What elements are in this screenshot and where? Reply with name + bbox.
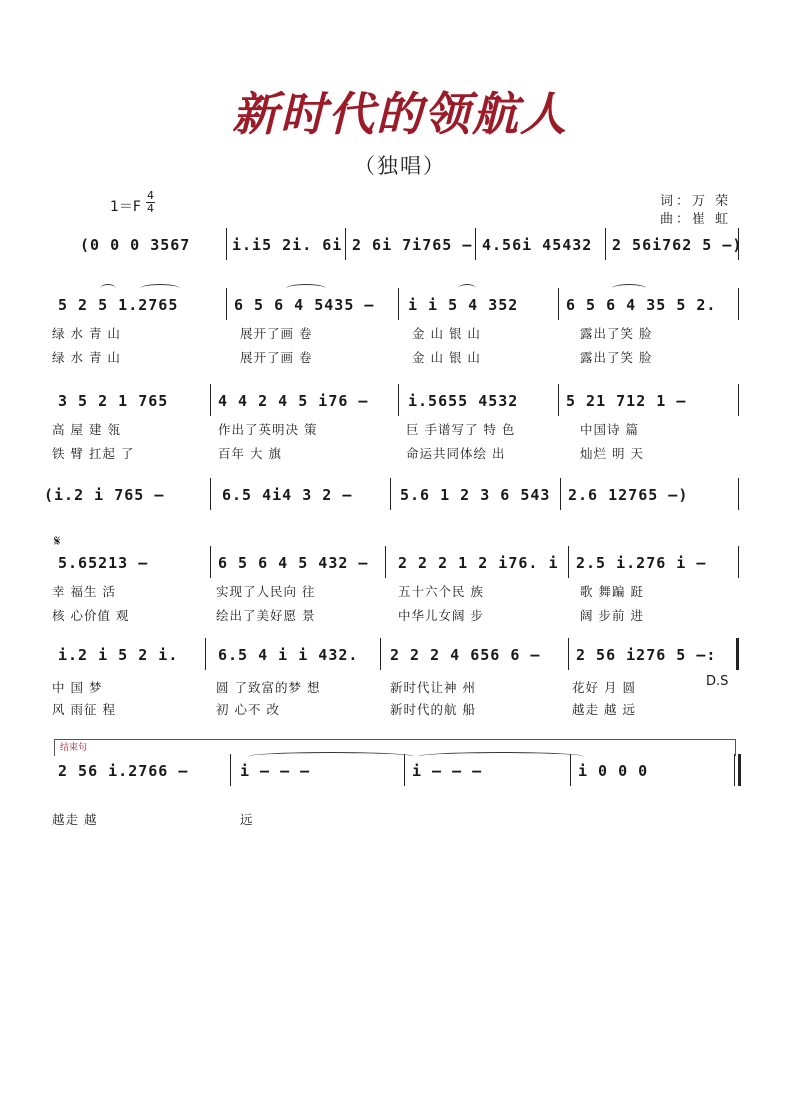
barline — [558, 288, 559, 320]
measure: 2 2 2 1 2 i76. i — [398, 554, 559, 572]
barline — [560, 478, 561, 510]
measure: (0 0 0 3567 — [80, 236, 191, 254]
barline — [210, 546, 211, 578]
barline — [738, 478, 739, 510]
barline — [568, 638, 569, 670]
measure: i.i5 2i. 6i — [232, 236, 343, 254]
measure: 6 5 6 4 35 5 2. — [566, 296, 717, 314]
lyric-phrase: 圆 了致富的梦 想 — [216, 680, 321, 695]
lyric-phrase: 中华儿女阔 步 — [398, 608, 484, 623]
measure: 6.5 4 i i 432. — [218, 646, 359, 664]
lyric-phrase: 花好 月 圆 — [572, 680, 636, 695]
measure: 2.5 i.276 i – — [576, 554, 707, 572]
notation-row-7 — [50, 758, 740, 784]
measure: 5.6 1 2 3 6 543 — [400, 486, 551, 504]
measure: 2.6 12765 –) — [568, 486, 689, 504]
final-barline — [738, 754, 741, 786]
ending-label: 结束句 — [60, 743, 88, 753]
lyric-phrase: 幸 福生 活 — [52, 584, 116, 599]
lyric-phrase: 百年 大 旗 — [218, 446, 282, 461]
slur-mark — [286, 284, 326, 293]
slur-mark — [612, 284, 646, 293]
lyric-phrase: 中 国 梦 — [52, 680, 103, 695]
measure: 6 5 6 4 5 432 – — [218, 554, 369, 572]
slur-mark — [100, 284, 116, 293]
measure: 2 56 i276 5 –: — [576, 646, 717, 664]
barline — [475, 228, 476, 260]
lyricist-credit: 词：万 荣 — [660, 194, 732, 209]
barline — [210, 478, 211, 510]
slur-mark — [458, 284, 476, 293]
lyric-phrase: 核 心价值 观 — [52, 608, 130, 623]
lyric-phrase: 风 雨征 程 — [52, 702, 116, 717]
barline — [398, 288, 399, 320]
barline — [738, 288, 739, 320]
barline — [345, 228, 346, 260]
lyric-phrase: 五十六个民 族 — [398, 584, 484, 599]
lyric-phrase: 高 屋 建 瓴 — [52, 422, 121, 437]
dal-segno-mark: D.S — [706, 674, 729, 689]
lyric-phrase: 绿 水 青 山 — [52, 350, 121, 365]
barline — [380, 638, 381, 670]
lyric-phrase: 新时代让神 州 — [390, 680, 476, 695]
barline — [385, 546, 386, 578]
slur-mark — [418, 752, 584, 761]
lyric-phrase: 远 — [240, 812, 254, 827]
notation-row-6 — [50, 642, 740, 668]
lyric-phrase: 展开了画 卷 — [240, 350, 313, 365]
measure: 4.56i 45432 — [482, 236, 593, 254]
barline — [738, 546, 739, 578]
measure: 2 6i 7i765 – — [352, 236, 473, 254]
notation-row-5 — [50, 550, 740, 576]
lyric-phrase: 金 山 银 山 — [412, 350, 481, 365]
lyric-phrase: 巨 手谱写了 特 色 — [406, 422, 516, 437]
measure: i.2 i 5 2 i. — [58, 646, 179, 664]
measure: i – – – — [240, 762, 311, 780]
barline — [226, 288, 227, 320]
measure: 5.65213 – — [58, 554, 149, 572]
measure: 2 2 2 4 656 6 – — [390, 646, 541, 664]
slur-mark — [248, 752, 414, 761]
lyric-phrase: 绿 水 青 山 — [52, 326, 121, 341]
measure: (i.2 i 765 – — [44, 486, 165, 504]
lyric-phrase: 展开了画 卷 — [240, 326, 313, 341]
barline — [738, 384, 739, 416]
time-numerator: 4 — [147, 189, 154, 202]
notation-row-4 — [44, 482, 740, 508]
lyric-phrase: 金 山 银 山 — [412, 326, 481, 341]
barline — [230, 754, 231, 786]
barline — [605, 228, 606, 260]
measure: 4 4 2 4 5 i76 – — [218, 392, 369, 410]
lyric-phrase: 中国诗 篇 — [580, 422, 639, 437]
lyric-phrase: 阔 步前 进 — [580, 608, 644, 623]
barline — [558, 384, 559, 416]
lyric-phrase: 初 心不 改 — [216, 702, 280, 717]
lyric-phrase: 实现了人民向 往 — [216, 584, 316, 599]
measure: 2 56i762 5 –) — [612, 236, 743, 254]
lyric-phrase: 越走 越 — [52, 812, 98, 827]
measure: 6.5 4i4 3 2 – — [222, 486, 353, 504]
barline — [738, 228, 739, 260]
measure: 5 21 712 1 – — [566, 392, 687, 410]
measure: i.5655 4532 — [408, 392, 519, 410]
measure: 3 5 2 1 765 — [58, 392, 169, 410]
score-title: 新时代的领航人 — [232, 87, 568, 141]
measure: 6 5 6 4 5435 – — [234, 296, 375, 314]
score-subtitle: （独唱） — [354, 154, 446, 178]
measure: i 0 0 0 — [578, 762, 649, 780]
lyric-phrase: 歌 舞蹁 跹 — [580, 584, 644, 599]
lyric-phrase: 绘出了美好愿 景 — [216, 608, 316, 623]
barline — [390, 478, 391, 510]
lyric-phrase: 命运共同体绘 出 — [406, 446, 506, 461]
lyric-phrase: 作出了英明决 策 — [218, 422, 318, 437]
time-denominator: 4 — [147, 202, 154, 215]
slur-mark — [140, 284, 180, 293]
measure: 5 2 5 1.2765 — [58, 296, 179, 314]
lyric-phrase: 铁 臂 扛起 了 — [52, 446, 135, 461]
lyric-phrase: 新时代的航 船 — [390, 702, 476, 717]
barline — [568, 546, 569, 578]
composer-credit: 曲：崔 虹 — [660, 212, 732, 227]
measure: i i 5 4 352 — [408, 296, 519, 314]
lyric-phrase: 越走 越 远 — [572, 702, 636, 717]
notation-row-3 — [50, 388, 740, 414]
segno-sign: 𝄋 — [54, 532, 61, 550]
time-signature — [146, 190, 155, 215]
final-barline — [734, 754, 735, 786]
measure: i – – – — [412, 762, 483, 780]
barline — [210, 384, 211, 416]
barline — [226, 228, 227, 260]
measure: 2 56 i.2766 – — [58, 762, 189, 780]
lyric-phrase: 灿烂 明 天 — [580, 446, 644, 461]
barline — [205, 638, 206, 670]
notation-row-1 — [50, 232, 743, 258]
notation-row-2 — [50, 292, 740, 318]
key-signature: 1＝F — [110, 199, 141, 215]
barline — [398, 384, 399, 416]
repeat-barline — [736, 638, 739, 670]
lyric-phrase: 露出了笑 脸 — [580, 350, 653, 365]
lyric-phrase: 露出了笑 脸 — [580, 326, 653, 341]
